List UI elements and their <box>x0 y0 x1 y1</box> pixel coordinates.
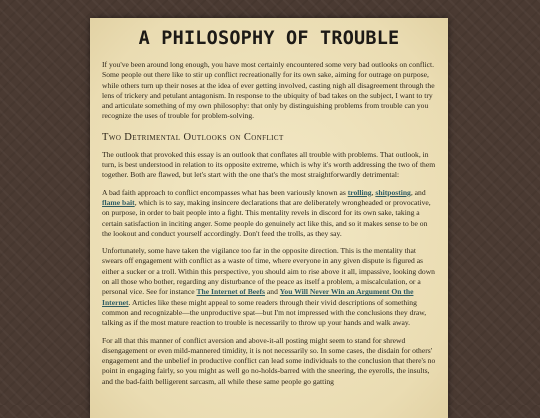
paragraph-1: The outlook that provoked this essay is an outlook that conflates all trouble with problems. That outlook, in turn, is best understood in relation to its opposite extreme, which is why it's worth addressing the two of them together. Both are flawed, but let's start with the one that's the most straightforwardly detrimental: <box>102 149 436 180</box>
intro-paragraph: If you've been around long enough, you have most certainly encountered some very bad outlooks on conflict. Some people out there like to stir up conflict recreationally for its own sake, aiming for outrage on purpose, while others turn up their noses at the idea of ever getting involved, casting nigh all disagreement through the lens of trickery and petulant antagonism. In response to the ubiquity of bad takes on the subject, I want to try and articulate something of my own philosophy: that only by distinguishing problems from trouble can you recognize the uses of trouble for problem-solving. <box>102 60 435 121</box>
internet-of-beefs-link[interactable]: The Internet of Beefs <box>196 287 266 297</box>
paragraph-3-sep: and <box>265 287 280 297</box>
paragraph-2-text-b: , which is to say, making insincere declarations that are deliberately wrongheaded or provocative, on purpose, in order to bait people into a fight. This mentality revels in discord for its own sake, taking a certain satisfaction in inciting anger. Some people do genuinely act like this, and so it makes sense to be on the lookout and conduct yourself accordingly. Don't feed the trolls, as they say. <box>102 197 431 238</box>
page-title: A PHILOSOPHY OF TROUBLE <box>138 28 400 49</box>
paragraph-2-text-a: A bad faith approach to conflict encompasses what has been variously known as <box>102 187 348 197</box>
never-win-argument-link[interactable]: You Will Never Win an Argument On the Internet <box>102 287 414 307</box>
trolling-link[interactable]: trolling <box>347 187 372 197</box>
paragraph-2 <box>102 188 436 239</box>
paragraph-4: For all that this manner of conflict aversion and above-it-all posting might seem to stand for shrewd disengagement or even mild-mannered timidity, it is not necessarily so. In some cases, the disdain for others' engagement and the unbelief in productive conflict can lead some individuals to the conclusion that there's no point in engaging fairly, so you might as well go no-holds-barred with the sneering, the eyerolls, the insults, and the bad-faith belligerent sarcasm, all while these same people go gatting <box>102 335 436 386</box>
article-page <box>90 18 448 418</box>
shitposting-link[interactable]: shitposting <box>375 187 411 197</box>
paragraph-3-text-b: . Articles like these might appeal to some readers through their vivid descriptions of something common and recognizable—the unproductive spat—but I'm not impressed with the conclusions they draw, talking as if the most mature reaction to trouble is necessarily to throw up your hands and walk away. <box>102 297 427 328</box>
section-heading: Two Detrimental Outlooks on Conflict <box>102 131 284 143</box>
flame-bait-link[interactable]: flame bait <box>102 197 135 207</box>
paragraph-2-sep-b: , and <box>410 187 426 197</box>
paragraph-3-text-a: Unfortunately, some have taken the vigilance too far in the opposite direction. This is the mentality that swears off engagement with conflict as a waste of time, where everyone in any given dispute is figured as either a sucker or a troll. Within this perspective, you should aim to rise above it all, impassive, looking down on all those who bother, regarding any disturbance of the peace as itself a problem, a miscalculation, or a personal vice. See for instance <box>102 246 435 297</box>
paragraph-3 <box>102 246 436 328</box>
paragraph-2-sep-a: , <box>371 187 376 197</box>
